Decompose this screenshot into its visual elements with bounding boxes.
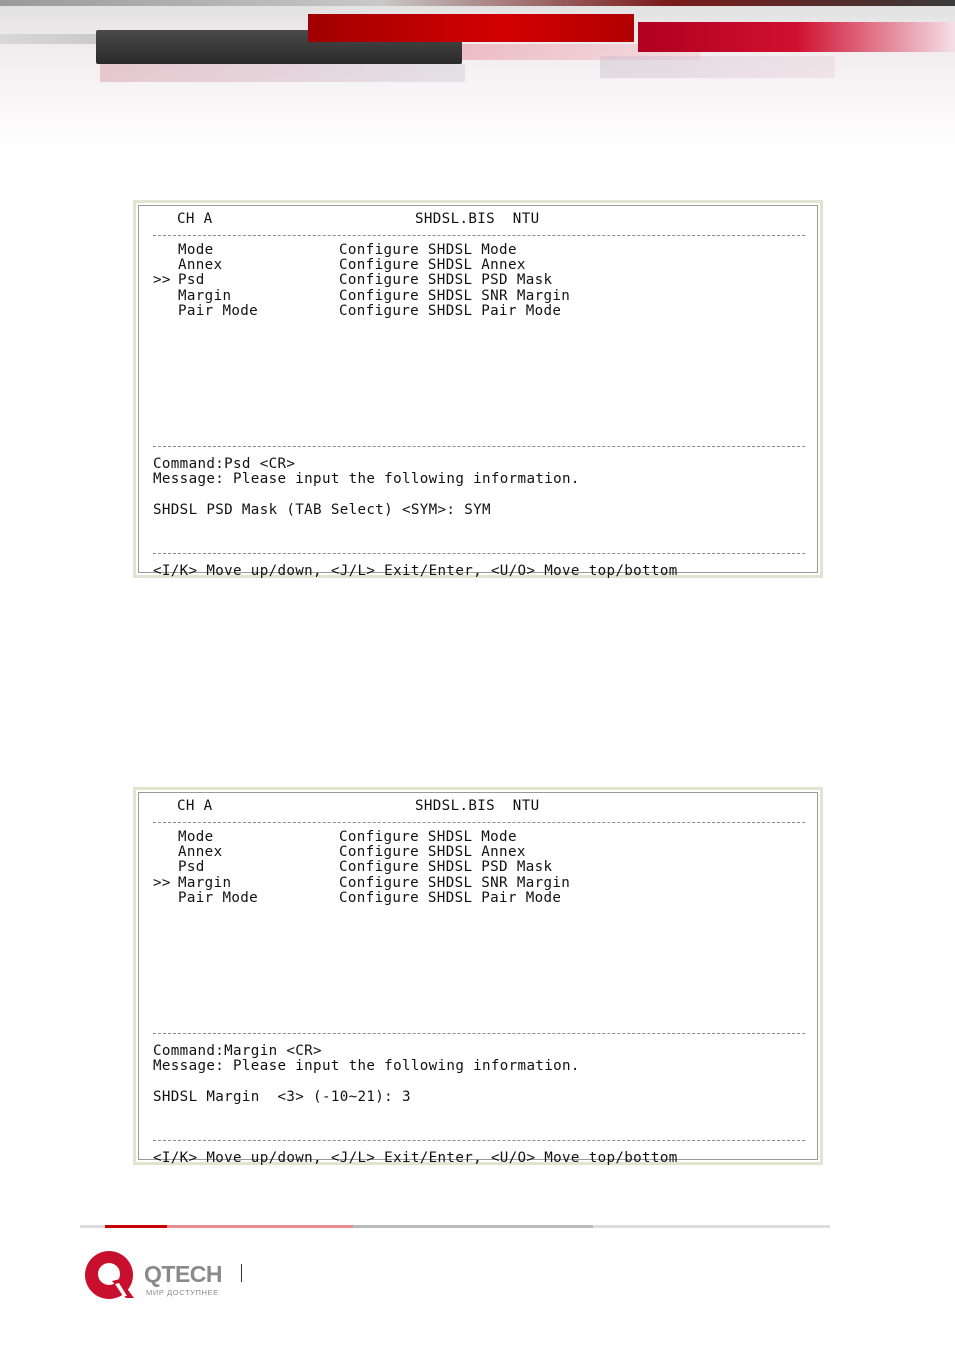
menu-item-label: Margin: [178, 875, 232, 891]
device-title: SHDSL.BIS NTU: [415, 211, 540, 227]
terminal-frame: [138, 205, 818, 579]
menu-item-label: Mode: [178, 829, 214, 845]
selection-marker: [153, 288, 171, 304]
menu-item-description: Configure SHDSL SNR Margin: [339, 288, 571, 304]
menu-item-description: Configure SHDSL Pair Mode: [339, 303, 562, 319]
key-help-bar: <I/K> Move up/down, <J/L> Exit/Enter, <U/O> Move top/bottom: [153, 563, 678, 579]
input-prompt[interactable]: SHDSL PSD Mask (TAB Select) <SYM>: SYM: [153, 502, 491, 518]
header-stripe: [600, 56, 835, 78]
menu-item-label: Psd: [178, 272, 205, 288]
menu-item-annex[interactable]: [153, 844, 526, 860]
menu-item-pair-mode[interactable]: [153, 890, 562, 906]
divider: [153, 1140, 805, 1141]
menu-item-description: Configure SHDSL PSD Mask: [339, 859, 553, 875]
menu-item-description: Configure SHDSL Annex: [339, 844, 526, 860]
selection-marker: >>: [153, 272, 171, 288]
menu-item-description: Configure SHDSL Mode: [339, 829, 517, 845]
command-line: Command:Margin <CR>: [153, 1043, 322, 1059]
input-prompt[interactable]: SHDSL Margin <3> (-10~21): 3: [153, 1089, 411, 1105]
selection-marker: [153, 242, 171, 258]
menu-item-description: Configure SHDSL SNR Margin: [339, 875, 571, 891]
menu-item-label: Annex: [178, 257, 223, 273]
selection-marker: [153, 257, 171, 273]
footer-rule: [167, 1225, 353, 1228]
menu-item-description: Configure SHDSL Annex: [339, 257, 526, 273]
terminal-screenshot-margin: [133, 787, 823, 1165]
qtech-logo-icon: [82, 1248, 138, 1304]
menu-item-description: Configure SHDSL Mode: [339, 242, 517, 258]
divider: [153, 553, 805, 554]
selection-marker: [153, 859, 171, 875]
brand-name: QTECH: [144, 1261, 222, 1287]
brand-tagline: МИР ДОСТУПНЕЕ: [146, 1288, 219, 1297]
command-line: Command:Psd <CR>: [153, 456, 296, 472]
selection-marker: [153, 844, 171, 860]
menu-item-psd[interactable]: [153, 272, 553, 288]
footer-separator: [241, 1264, 242, 1282]
menu-item-label: Annex: [178, 844, 223, 860]
selection-marker: [153, 829, 171, 845]
header-banner: [0, 0, 955, 150]
divider: [153, 1033, 805, 1034]
divider: [153, 235, 805, 236]
device-title: SHDSL.BIS NTU: [415, 798, 540, 814]
header-stripe: [308, 14, 634, 42]
terminal-screenshot-psd: [133, 200, 823, 578]
header-stripe: [638, 22, 955, 52]
channel-label: CH A: [177, 211, 213, 227]
menu-item-margin[interactable]: [153, 288, 571, 304]
menu-item-label: Psd: [178, 859, 205, 875]
menu-item-margin[interactable]: [153, 875, 571, 891]
channel-label: CH A: [177, 798, 213, 814]
selection-marker: [153, 303, 171, 319]
menu-item-label: Mode: [178, 242, 214, 258]
message-line: Message: Please input the following information.: [153, 471, 580, 487]
selection-marker: [153, 890, 171, 906]
menu-item-label: Margin: [178, 288, 232, 304]
terminal-frame: [138, 792, 818, 1166]
menu-item-description: Configure SHDSL PSD Mask: [339, 272, 553, 288]
menu-item-label: Pair Mode: [178, 303, 259, 319]
menu-item-pair-mode[interactable]: [153, 303, 562, 319]
footer-rule: [105, 1225, 167, 1228]
key-help-bar: <I/K> Move up/down, <J/L> Exit/Enter, <U/O> Move top/bottom: [153, 1150, 678, 1166]
header-stripe: [0, 0, 955, 6]
message-line: Message: Please input the following information.: [153, 1058, 580, 1074]
selection-marker: >>: [153, 875, 171, 891]
menu-item-description: Configure SHDSL Pair Mode: [339, 890, 562, 906]
footer-rule: [80, 1225, 105, 1228]
menu-item-label: Pair Mode: [178, 890, 259, 906]
divider: [153, 822, 805, 823]
footer-rule: [593, 1225, 830, 1228]
menu-item-psd[interactable]: [153, 859, 553, 875]
menu-item-mode[interactable]: [153, 829, 517, 845]
footer-rule: [353, 1225, 593, 1228]
header-stripe: [100, 64, 465, 82]
menu-item-annex[interactable]: [153, 257, 526, 273]
divider: [153, 446, 805, 447]
menu-item-mode[interactable]: [153, 242, 517, 258]
